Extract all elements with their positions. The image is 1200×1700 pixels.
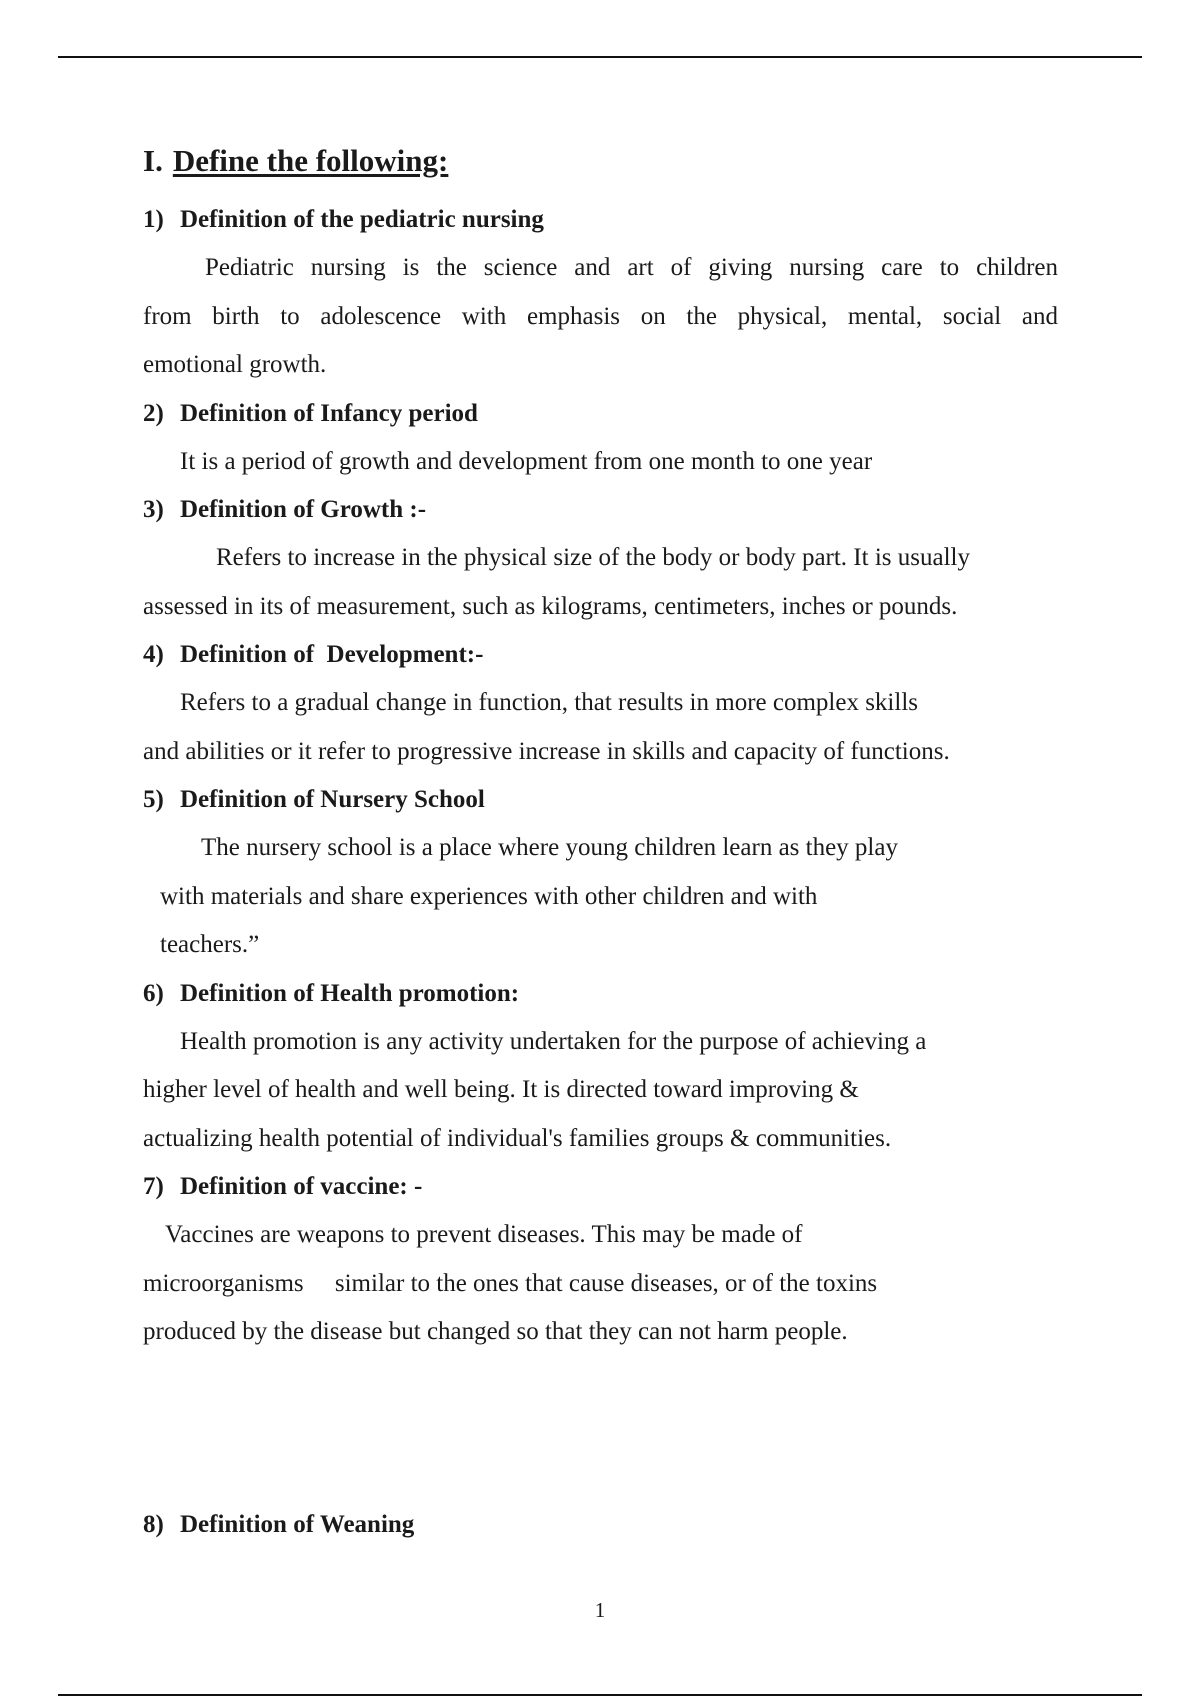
text-line: from birth to adolescence with emphasis on the physical, mental, social and	[143, 302, 1058, 330]
definition-heading	[143, 1163, 1058, 1211]
definition-title: Definition of Health promotion:	[180, 979, 520, 1007]
text-line: actualizing health potential of individual's families groups & communities.	[143, 1124, 892, 1152]
text-line: and abilities or it refer to progressive increase in skills and capacity of functions.	[143, 737, 950, 765]
text-line: It is a period of growth and development from one month to one year	[180, 447, 873, 475]
definition-text	[143, 679, 1058, 776]
definition-text	[143, 1018, 1058, 1164]
definition-title: Definition of Nursery School	[180, 786, 485, 813]
definition-number: 5)	[143, 786, 164, 813]
definition-text	[143, 438, 1058, 487]
text-line: Vaccines are weapons to prevent diseases. This may be made of	[165, 1221, 803, 1248]
bottom-rule	[58, 1694, 1142, 1696]
text-line: assessed in its of measurement, such as kilograms, centimeters, inches or pounds.	[143, 592, 958, 620]
definition-heading	[143, 1501, 1058, 1549]
text-line: with materials and share experiences with other children and with	[160, 882, 818, 910]
text-line: produced by the disease but changed so that they can not harm people.	[143, 1318, 848, 1345]
text-line: microorganisms similar to the ones that cause diseases, or of the toxins	[143, 1269, 878, 1297]
definition-number: 4)	[143, 641, 164, 668]
definition-title: Definition of Development:-	[180, 641, 484, 668]
definition-heading	[143, 970, 1058, 1018]
definition-heading	[143, 776, 1058, 824]
page-number: 1	[594, 1598, 606, 1622]
definition-text	[143, 1211, 1058, 1357]
text-line: Refers to a gradual change in function, that results in more complex skills	[180, 689, 919, 716]
text-line: Pediatric nursing is the science and art of giving nursing care to children	[205, 254, 1058, 281]
section-heading	[143, 140, 1058, 182]
text-line: teachers.”	[160, 931, 260, 958]
definition-title: Definition of Infancy period	[180, 399, 478, 427]
text-line: higher level of health and well being. It is directed toward improving &	[143, 1076, 859, 1103]
definition-number: 1)	[143, 206, 164, 233]
definition-title: Definition of the pediatric nursing	[180, 206, 544, 233]
top-rule	[58, 56, 1142, 58]
text-line: Health promotion is any activity undertaken for the purpose of achieving a	[180, 1027, 927, 1055]
definition-number: 3)	[143, 496, 164, 523]
text-line: The nursery school is a place where young children learn as they play	[201, 834, 898, 861]
definition-heading	[143, 486, 1058, 534]
definition-title: Definition of Weaning	[180, 1510, 415, 1538]
section-number: I.	[143, 143, 163, 178]
definition-number: 7)	[143, 1173, 164, 1200]
blank-space	[143, 1357, 1058, 1501]
definition-heading	[143, 196, 1058, 244]
definition-number: 6)	[143, 979, 164, 1007]
definition-heading	[143, 631, 1058, 679]
definition-heading	[143, 390, 1058, 438]
definition-text	[143, 824, 1058, 970]
document-body	[143, 140, 1058, 1549]
text-line: emotional growth.	[143, 351, 327, 378]
text-line: Refers to increase in the physical size of the body or body part. It is usually	[216, 544, 970, 571]
definition-title: Definition of vaccine: -	[180, 1173, 423, 1200]
definition-number: 2)	[143, 399, 164, 427]
section-title: Define the following:	[172, 143, 449, 178]
definition-number: 8)	[143, 1510, 164, 1538]
definition-text	[143, 534, 1058, 631]
definition-text	[143, 244, 1058, 390]
definition-title: Definition of Growth :-	[180, 496, 427, 523]
